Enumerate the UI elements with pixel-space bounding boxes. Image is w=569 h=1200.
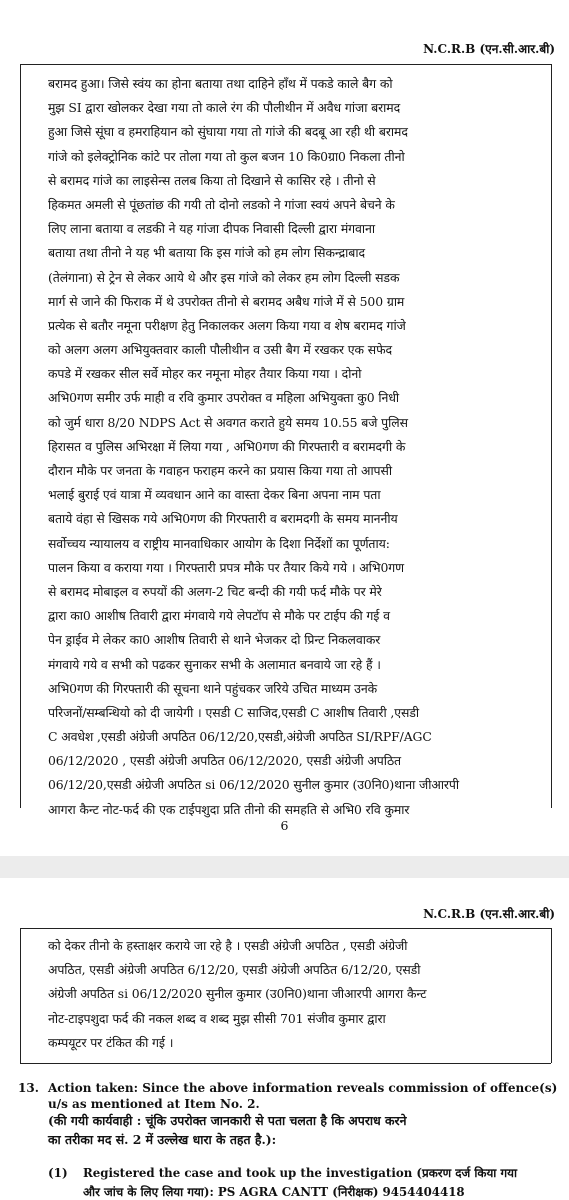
text-line: दौरान मौके पर जनता के गवाहन फराहम करने का प्रयास किया गया तो आपसी — [48, 463, 392, 478]
text-line: हुआ जिसे सूंघा व हमराहियान को सुंघाया गया तो गांजे की बदबू आ रही थी बरामद — [48, 124, 408, 140]
item-13-title-2: u/s as mentioned at Item No. 2. — [48, 1097, 260, 1111]
page-number: 6 — [280, 818, 289, 833]
text-line: से बरामद मोबाइल व रुपयों की अलग-2 चिट बन्दी की गयी फर्द मौके पर मेरे — [48, 583, 382, 599]
left-border — [20, 928, 21, 1063]
page-header: N.C.R.B (एन.सी.आर.बी) — [423, 907, 555, 921]
right-border — [551, 928, 552, 1063]
page-header: N.C.R.B (एन.सी.आर.बी) — [423, 42, 555, 56]
text-line: बताया तथा तीनो ने यह भी बताया कि इस गांजे को हम लोग सिकन्द्राबाद — [48, 245, 365, 261]
text-line: अंग्रेजी अपठित si 06/12/2020 सुनील कुमार (उ0नि0)थाना जीआरपी आगरा कैन्ट — [48, 986, 427, 1002]
text-line: अपठित, एसडी अंग्रेजी अपठित 6/12/20, एसडी अंग्रेजी अपठित 6/12/20, एसडी — [48, 962, 421, 978]
item-13-title: Action taken: Since the above information reveals commission of offence(s) — [48, 1081, 558, 1095]
text-line: 06/12/2020 , एसडी अंग्रेजी अपठित 06/12/2020, एसडी अंग्रेजी अपठित — [48, 753, 402, 769]
text-line: पेन ड्राईव मे लेकर का0 आशीष तिवारी से थाने भेजकर दो प्रिन्ट निकलवाकर — [48, 632, 381, 648]
text-line: को देकर तीनो के हस्ताक्षर कराये जा रहे है । एसडी अंग्रेजी अपठित , एसडी अंग्रेजी — [48, 938, 408, 953]
text-line: मार्ग से जाने की फिराक में थे उपरोक्त तीनो से बरामद अबैध गांजे में से 500 ग्राम — [48, 293, 405, 309]
text-line: पालन किया व कराया गया । गिरफ्तारी प्रपत्र मौके पर तैयार किये गये । अभि0गण — [48, 559, 404, 575]
sub-item-number: (1) — [48, 1166, 68, 1180]
text-line: सर्वोच्चय न्यायालय व राष्ट्रीय मानवाधिकार आयोग के दिशा निर्देशों का पूर्णताय: — [48, 535, 390, 551]
document-page-2 — [0, 878, 569, 1200]
text-line: अभि0गण की गिरफ्तारी की सूचना थाने पहुंचकर जरिये उचित माध्यम उनके — [48, 680, 378, 696]
bottom-rule — [20, 1063, 551, 1064]
text-line: गांजे को इलेक्ट्रोनिक कांटे पर तोला गया तो कुल बजन 10 कि0ग्रा0 निकला तीनो — [48, 148, 405, 164]
top-rule — [20, 64, 551, 65]
text-line: (तेलंगाना) से ट्रेन से लेकर आये थे और इस गांजे को लेकर हम लोग दिल्ली सडक — [48, 269, 400, 285]
text-line: C अवधेश ,एसडी अंग्रेजी अपठित 06/12/20,एसडी,अंग्रेजी अपठित SI/RPF/AGC — [48, 729, 432, 745]
text-line: कम्पयूटर पर टंकित की गई । — [48, 1034, 174, 1050]
text-line: को अलग अलग अभियुक्तवार काली पौलीथीन व उसी बैग में रखकर एक सफेद — [48, 342, 393, 358]
narrative-text — [48, 72, 532, 822]
text-line: भलाई बुराई एवं यात्रा में व्यवधान आने का वास्ता देकर बिना अपना नाम पता — [48, 487, 381, 503]
text-line: हिरासत व पुलिस अभिरक्षा में लिया गया , अभि0गण की गिरफ्तारी व बरामदगी के — [48, 438, 406, 454]
text-line: मंगवाये गये व सभी को पढकर सुनाकर सभी के अलामात बनवाये जा रहे हैं । — [48, 656, 381, 672]
text-line: बताये वंहा से खिसक गये अभि0गण की गिरफ्तारी व बरामदगी के समय माननीय — [48, 511, 398, 527]
text-line: द्वारा का0 आशीष तिवारी द्वारा मंगवाये गये लेपटॉप से मौके पर टाईप की गई व — [48, 608, 390, 624]
text-line: आगरा कैन्ट नोट-फर्द की एक टाईपशुदा प्रति तीनो की समहति से अभि0 रवि कुमार — [48, 801, 410, 817]
text-line: कपडे में रखकर सील सर्वे मोहर कर नमूना मोहर तैयार किया गया । दोनो — [48, 366, 362, 382]
text-line: को जुर्म धारा 8/20 NDPS Act से अवगत कराते हुये समय 10.55 बजे पुलिस — [48, 414, 408, 430]
text-line: मुझ SI द्वारा खोलकर देखा गया तो काले रंग की पौलीथीन में अवैध गांजा बरामद — [48, 100, 401, 116]
top-rule — [20, 928, 551, 929]
item-13-hindi: (की गयी कार्यवाही : चूंकि उपरोक्त जानकारी से पता चलता है कि अपराध करने — [48, 1113, 407, 1128]
sub-item-text-2: और जांच के लिए लिया गया): PS AGRA CANTT (निरीक्षक) 9454404418 — [83, 1185, 465, 1199]
sub-item-text: Registered the case and took up the investigation (प्रकरण दर्ज किया गया — [83, 1166, 518, 1180]
text-line: प्रत्येक से बतौर नमूना परीक्षण हेतु निकालकर अलग किया गया व शेष बरामद गांजे — [48, 317, 406, 333]
text-line: परिजनों/सम्बन्धियो को दी जायेगी । एसडी C साजिद,एसडी C आशीष तिवारी ,एसडी — [48, 704, 420, 720]
text-line: हिकमत अमली से पूंछतांछ की गयी तो दोनो लडको ने गांजा स्वयं अपने बेचने के — [48, 196, 395, 212]
text-line: लिए लाना बताया व लडकी ने यह गांजा दीपक निवासी दिल्ली द्वारा मंगवाना — [48, 221, 376, 237]
item-13-hindi-2: का तरीका मद सं. 2 में उल्लेख धारा के तहत है.): — [48, 1132, 277, 1147]
left-border — [20, 64, 21, 808]
text-line: नोट-टाइपशुदा फर्द की नकल शब्द व शब्द मुझ सीसी 701 संजीव कुमार द्वारा — [48, 1010, 386, 1026]
text-line: 06/12/20,एसडी अंग्रेजी अपठित si 06/12/2020 सुनील कुमार (उ0नि0)थाना जीआरपी — [48, 777, 460, 793]
text-line: से बरामद गांजे का लाइसेन्स तलब किया तो दिखाने से कासिर रहे । तीनो से — [48, 172, 376, 188]
narrative-text-continued — [48, 934, 532, 1055]
text-line: अभि0गण समीर उर्फ माही व रवि कुमार उपरोक्त व महिला अभियुक्ता कु0 निधी — [48, 390, 400, 406]
item-13-number: 13. — [18, 1081, 39, 1095]
right-border — [551, 64, 552, 808]
text-line: बरामद हुआ। जिसे स्वंय का होना बताया तथा दाहिने हाँथ में पकडे काले बैग को — [48, 76, 393, 91]
